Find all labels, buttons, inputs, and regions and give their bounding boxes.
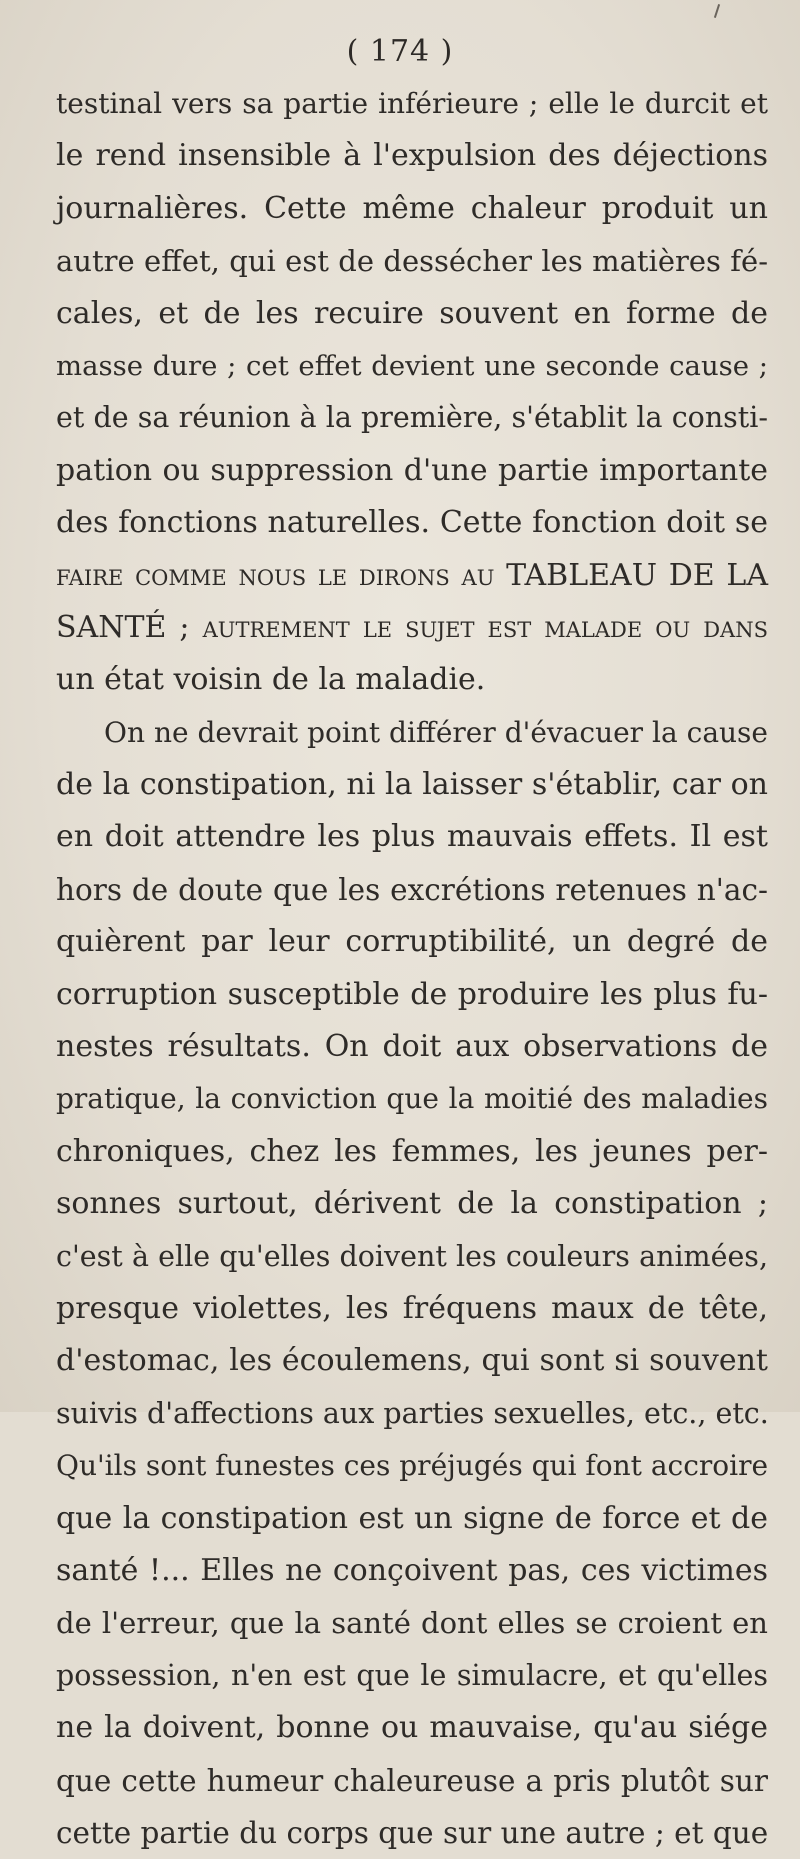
text-line: c'est à elle qu'elles doivent les couleurs animées, <box>56 1239 768 1273</box>
text-line: que la constipation est un signe de force et de <box>56 1500 768 1536</box>
text-line: journalières. Cette même chaleur produit un <box>56 190 768 226</box>
text-line: et de sa réunion à la première, s'établit la consti- <box>56 401 768 435</box>
text-line: chroniques, chez les femmes, les jeunes per- <box>56 1133 768 1169</box>
text-line: autre effet, qui est de dessécher les matières fé- <box>56 244 768 279</box>
text-line: de l'erreur, que la santé dont elles se croient en <box>56 1606 768 1641</box>
text-line: pation ou suppression d'une partie importante <box>56 452 768 488</box>
text-line: le rend insensible à l'expulsion des déjections <box>56 138 768 174</box>
text-line: quièrent par leur corruptibilité, un degré de <box>56 924 768 960</box>
text-line: testinal vers sa partie inférieure ; elle le durcit et <box>56 87 768 120</box>
paragraph-end-line: un état voisin de la maladie. <box>56 662 486 698</box>
text-line: de la constipation, ni la laisser s'établir, car on <box>56 767 768 803</box>
text-line: Qu'ils sont funestes ces préjugés qui font accroire <box>56 1449 769 1483</box>
text-line: masse dure ; cet effet devient une seconde cause ; <box>56 349 768 382</box>
text-line: presque violettes, les fréquens maux de tête, <box>56 1290 768 1326</box>
text-line: faire comme nous le dirons au TABLEAU DE LA <box>56 557 768 593</box>
text-line: possession, n'en est que le simulacre, et qu'elles <box>56 1658 768 1692</box>
text-line: des fonctions naturelles. Cette fonction doit se <box>56 505 768 541</box>
text-line: pratique, la conviction que la moitié des maladies <box>56 1082 768 1116</box>
text-line: ne la doivent, bonne ou mauvaise, qu'au siége <box>56 1710 768 1746</box>
text-line: santé !... Elles ne conçoivent pas, ces victimes <box>56 1552 768 1588</box>
page-body-text <box>56 78 768 1859</box>
paragraph-start-line: On ne devrait point différer d'évacuer la cause <box>104 715 768 749</box>
text-line: cette partie du corps que sur une autre ; et que <box>56 1815 769 1850</box>
page-number: ( 174 ) <box>346 34 454 69</box>
text-line: hors de doute que les excrétions retenues n'ac- <box>56 872 768 907</box>
text-line: suivis d'affections aux parties sexuelles, etc., etc. <box>56 1396 769 1430</box>
text-line: nestes résultats. On doit aux observations de <box>56 1029 768 1065</box>
text-line: SANTÉ ; autrement le sujet est malade ou dans <box>56 609 768 645</box>
text-line: que cette humeur chaleureuse a pris plutôt sur <box>56 1763 768 1798</box>
text-line: corruption susceptible de produire les plus fu- <box>56 976 768 1012</box>
text-line: en doit attendre les plus mauvais effets. Il est <box>56 819 768 855</box>
text-line: cales, et de les recuire souvent en forme de <box>56 295 768 331</box>
text-line: sonnes surtout, dérivent de la constipation ; <box>56 1186 768 1222</box>
ink-mark <box>714 4 720 18</box>
text-line: d'estomac, les écoulemens, qui sont si souvent <box>56 1343 768 1379</box>
